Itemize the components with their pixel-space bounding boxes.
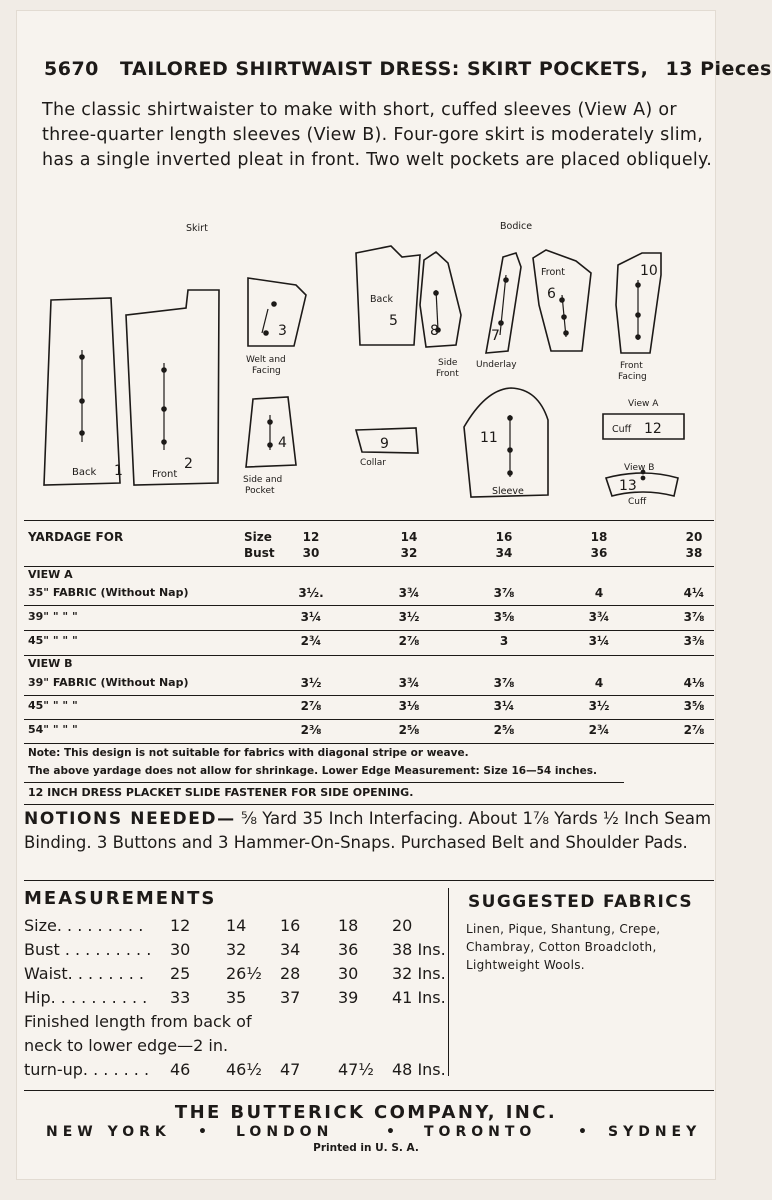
yardage-value: 3¾ [588, 610, 610, 624]
side-pocket-piece [246, 397, 296, 467]
measurement-label: Hip. . . . . . . . . . [24, 988, 148, 1007]
fabric-width-label: 45" " " " [28, 634, 78, 647]
suggested-fabrics-text: Linen, Pique, Shantung, Crepe, Chambray, Cotton Broadcloth, Lightweight Wools. [466, 922, 661, 972]
view-a-heading-row [24, 568, 714, 588]
yardage-note: Note: This design is not suitable for fabrics with diagonal stripe or weave. [28, 747, 469, 759]
yardage-value: 3½ [300, 676, 322, 690]
turnup-value: 47½ [338, 1060, 374, 1079]
pattern-pieces-diagram [16, 205, 716, 515]
yardage-value: 3⅝ [493, 610, 515, 624]
yardage-value: 4 [594, 676, 604, 690]
side-pocket-label-1: Side and [243, 475, 283, 485]
pattern-description [42, 98, 712, 173]
yardage-value: 3⅝ [683, 699, 705, 713]
yardage-value: 3⅞ [683, 610, 705, 624]
piece-number-11: 11 [480, 430, 498, 446]
piece-number-10: 10 [640, 263, 658, 279]
piece-number-7: 7 [491, 328, 500, 344]
measurement-value: 37 [280, 988, 301, 1007]
piece-number-1: 1 [114, 463, 123, 479]
fabric-width-label: 39" FABRIC (Without Nap) [28, 676, 189, 689]
measurement-value: 39 [338, 988, 359, 1007]
yardage-value: 2⅝ [493, 723, 515, 737]
view-a-heading: VIEW A [28, 568, 73, 581]
yardage-note: The above yardage does not allow for shrinkage. Lower Edge Measurement: Size 16—54 inches. [28, 765, 597, 777]
bust-value: 36 [590, 546, 608, 560]
side-pocket-label-2: Pocket [245, 486, 275, 496]
yardage-value: 3¼ [300, 610, 322, 624]
piece-number-6: 6 [547, 286, 556, 302]
yardage-row [24, 586, 714, 606]
pattern-title: TAILORED SHIRTWAIST DRESS: SKIRT POCKETS, [120, 58, 649, 80]
yardage-value: 3¾ [398, 676, 420, 690]
measurement-label: Waist. . . . . . . . [24, 964, 144, 983]
notions-section [24, 807, 714, 854]
measurement-value: 41 Ins. [392, 988, 446, 1007]
notions-title: NOTIONS NEEDED— [24, 809, 236, 829]
yardage-value: 3 [499, 634, 509, 648]
piece-number-8: 8 [430, 323, 439, 339]
sleeve-piece [464, 388, 548, 497]
yardage-heading: YARDAGE FOR [28, 530, 124, 544]
pattern-envelope-back [16, 10, 772, 1180]
company-name: THE BUTTERICK COMPANY, INC. [174, 1102, 558, 1123]
measurement-value: 30 [338, 964, 359, 983]
yardage-value: 2⅜ [300, 723, 322, 737]
pattern-number: 5670 [44, 58, 99, 80]
yardage-value: 4⅛ [683, 676, 705, 690]
bust-label: Bust [244, 546, 275, 560]
fabric-width-label: 45" " " " [28, 699, 78, 712]
yardage-row [24, 723, 714, 743]
yardage-value: 2⅞ [398, 634, 420, 648]
city-separator: • [198, 1124, 212, 1140]
fabric-width-label: 39" " " " [28, 610, 78, 623]
pattern-header [44, 58, 772, 80]
measurement-value: 12 [170, 916, 191, 935]
skirt-heading: Skirt [186, 223, 208, 234]
measurement-value: 18 [338, 916, 359, 935]
measurement-value: 32 Ins. [392, 964, 446, 983]
view-b-label: View B [624, 463, 655, 473]
piece-number-2: 2 [184, 456, 193, 472]
collar-label: Collar [360, 458, 387, 468]
sleeve-label: Sleeve [492, 486, 524, 497]
yardage-value: 3½. [298, 586, 324, 600]
size-value: 14 [400, 530, 418, 544]
view-a-label: View A [628, 399, 659, 409]
yardage-value: 2¾ [300, 634, 322, 648]
front-facing-label-1: Front [620, 361, 643, 371]
front-facing-label-2: Facing [618, 372, 647, 382]
yardage-value: 2⅞ [683, 723, 705, 737]
size-value: 16 [495, 530, 513, 544]
size-value: 20 [685, 530, 703, 544]
suggested-fabrics-title: SUGGESTED FABRICS [468, 892, 694, 912]
fastener-note: 12 INCH DRESS PLACKET SLIDE FASTENER FOR SIDE OPENING. [28, 786, 414, 799]
bodice-heading: Bodice [500, 221, 533, 232]
size-label: Size [244, 530, 272, 544]
welt-facing-piece [248, 278, 306, 346]
turnup-value: 46 [170, 1060, 191, 1079]
printed-in: Printed in U. S. A. [313, 1142, 419, 1154]
measurement-value: 14 [226, 916, 247, 935]
measurement-label: Size. . . . . . . . . [24, 916, 144, 935]
city-name: LONDON [236, 1124, 334, 1140]
measurements-title: MEASUREMENTS [24, 888, 217, 909]
company-cities [46, 1124, 702, 1140]
measurement-label: Bust . . . . . . . . . [24, 940, 152, 959]
bust-value: 38 [685, 546, 703, 560]
measurement-value: 16 [280, 916, 301, 935]
bust-value: 32 [400, 546, 418, 560]
piece-number-13: 13 [619, 478, 637, 494]
skirt-front-label: Front [152, 469, 178, 480]
piece-number-9: 9 [380, 436, 389, 452]
yardage-value: 3⅛ [398, 699, 420, 713]
yardage-value: 3⅜ [683, 634, 705, 648]
measurement-value: 32 [226, 940, 247, 959]
pieces-count: 13 Pieces [665, 58, 772, 80]
piece-number-3: 3 [278, 323, 287, 339]
measurement-value: 38 Ins. [392, 940, 446, 959]
underlay-label: Underlay [476, 360, 517, 370]
yardage-value: 3⅞ [493, 676, 515, 690]
yardage-value: 3½ [398, 610, 420, 624]
yardage-row [24, 610, 714, 630]
yardage-row [24, 699, 714, 719]
measurement-value: 35 [226, 988, 247, 1007]
city-name: SYDNEY [608, 1124, 702, 1140]
cuff-b-label: Cuff [628, 497, 647, 507]
bust-value: 34 [495, 546, 513, 560]
measurement-value: 30 [170, 940, 191, 959]
city-name: TORONTO [424, 1124, 537, 1140]
city-separator: • [386, 1124, 400, 1140]
yardage-value: 4¼ [683, 586, 705, 600]
city-separator: • [578, 1124, 592, 1140]
side-front-piece [420, 252, 461, 347]
finished-length-text: neck to lower edge—2 in. [24, 1036, 229, 1055]
skirt-front-piece [126, 290, 219, 485]
bodice-back-label: Back [370, 294, 394, 305]
cuff-a-label: Cuff [612, 424, 632, 435]
measurement-value: 36 [338, 940, 359, 959]
turnup-value: 47 [280, 1060, 301, 1079]
measurement-value: 26½ [226, 964, 262, 983]
measurement-value: 25 [170, 964, 191, 983]
yardage-value: 3¼ [493, 699, 515, 713]
welt-facing-label-2: Facing [252, 366, 281, 376]
yardage-value: 2¾ [588, 723, 610, 737]
skirt-back-label: Back [72, 467, 97, 478]
description-line: three-quarter length sleeves (View B). Four-gore skirt is moderately slim, [42, 125, 704, 145]
yardage-row [24, 634, 714, 654]
bodice-front-label: Front [541, 267, 566, 278]
side-front-label-2: Front [436, 369, 459, 379]
measurement-value: 33 [170, 988, 191, 1007]
measurement-value: 34 [280, 940, 301, 959]
view-b-heading: VIEW B [28, 657, 73, 670]
piece-number-4: 4 [278, 435, 287, 451]
welt-facing-label-1: Welt and [246, 355, 286, 365]
size-value: 12 [302, 530, 320, 544]
turnup-label: turn-up. . . . . . . [24, 1060, 150, 1079]
yardage-row [24, 676, 714, 696]
yardage-value: 2⅝ [398, 723, 420, 737]
turnup-value: 46½ [226, 1060, 262, 1079]
description-line: The classic shirtwaister to make with short, cuffed sleeves (View A) or [42, 100, 677, 120]
yardage-value: 3⅞ [493, 586, 515, 600]
piece-number-12: 12 [644, 421, 662, 437]
yardage-value: 3¼ [588, 634, 610, 648]
yardage-value: 3¾ [398, 586, 420, 600]
measurement-value: 20 [392, 916, 413, 935]
yardage-value: 2⅞ [300, 699, 322, 713]
yardage-value: 3½ [588, 699, 610, 713]
side-front-label-1: Side [438, 358, 458, 368]
turnup-value: 48 Ins. [392, 1060, 446, 1079]
piece-number-5: 5 [389, 313, 398, 329]
measurement-value: 28 [280, 964, 301, 983]
bust-row [24, 546, 714, 566]
view-b-heading-row [24, 657, 714, 677]
fabric-width-label: 54" " " " [28, 723, 78, 736]
size-value: 18 [590, 530, 608, 544]
fabric-width-label: 35" FABRIC (Without Nap) [28, 586, 189, 599]
description-line: has a single inverted pleat in front. Two welt pockets are placed obliquely. [42, 150, 713, 170]
bust-value: 30 [302, 546, 320, 560]
city-name: NEW YORK [46, 1124, 171, 1140]
notions-text: ⅝ Yard 35 Inch Interfacing. About 1⅞ Yards ½ Inch Seam Binding. 3 Buttons and 3 Hammer-On-Snaps. Purchased Belt and Shoulder Pads. [24, 809, 712, 852]
yardage-value: 4 [594, 586, 604, 600]
finished-length-text: Finished length from back of [24, 1012, 252, 1031]
